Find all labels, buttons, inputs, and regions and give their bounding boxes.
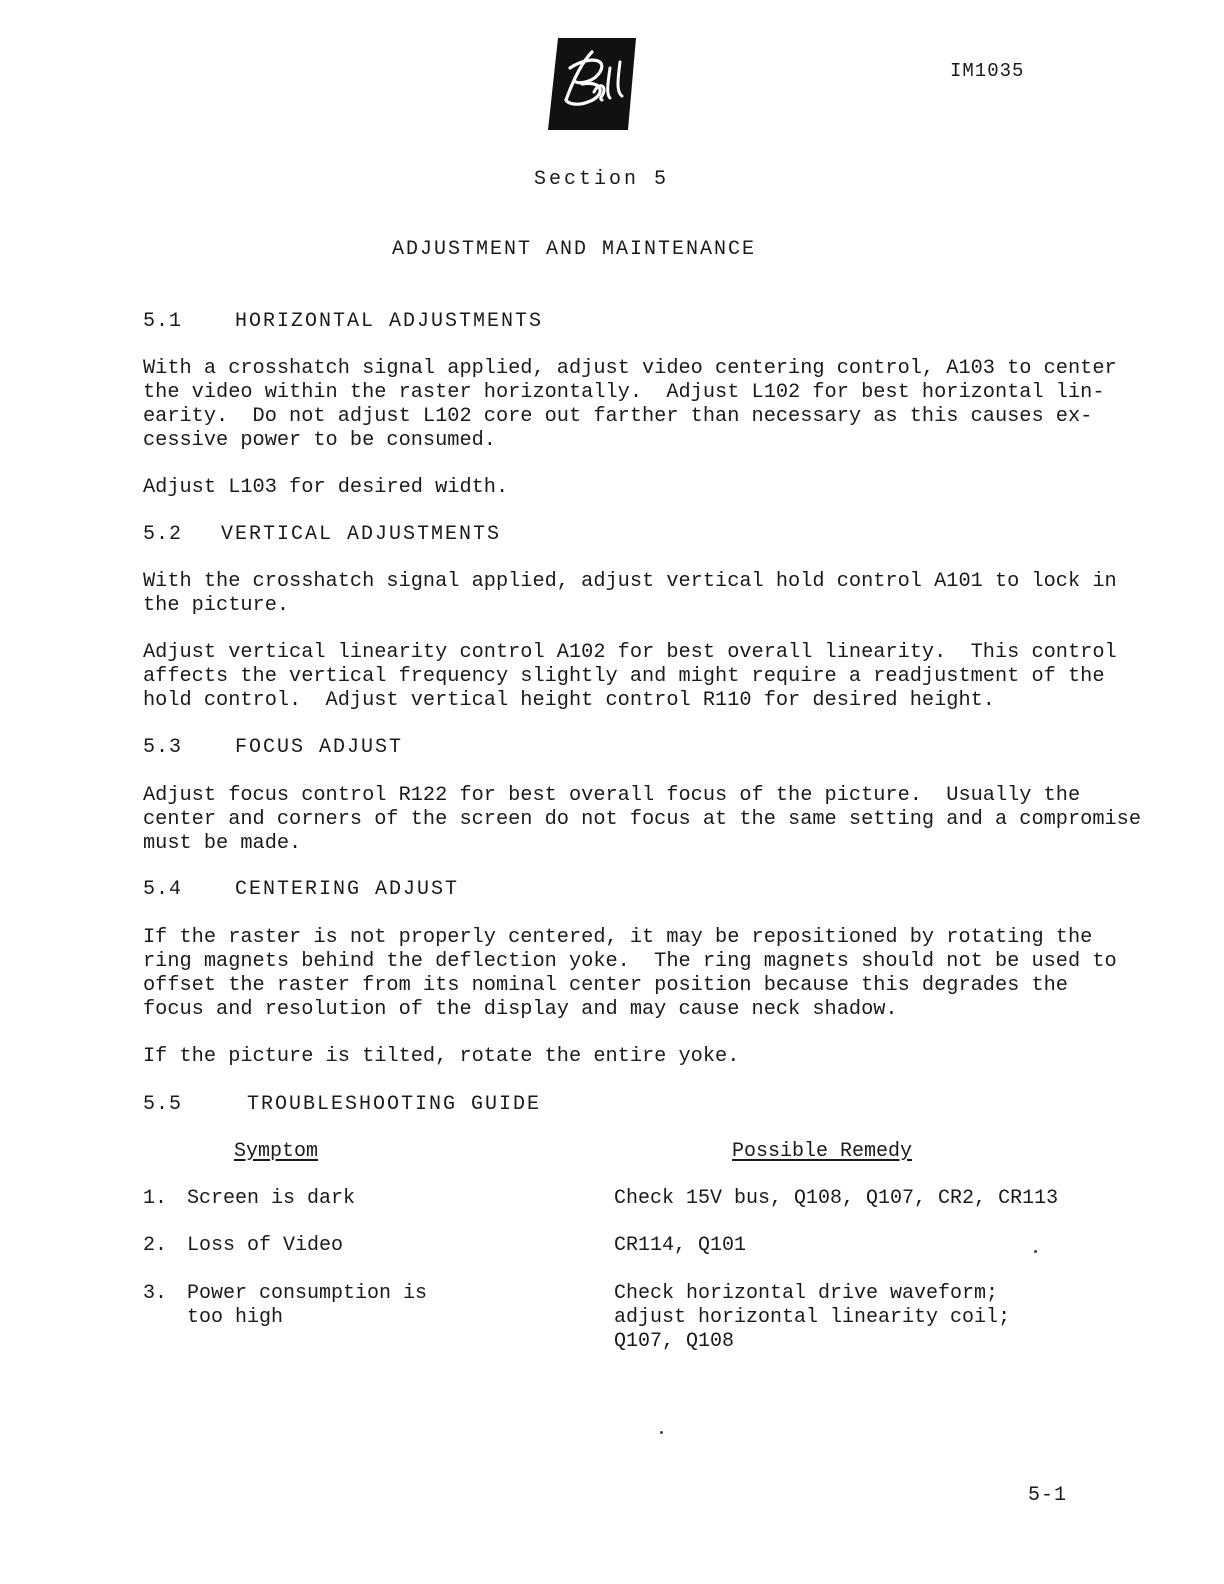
subsection-heading-5-1 — [143, 310, 543, 333]
paragraph: With the crosshatch signal applied, adjust vertical hold control A101 to lock in the picture. — [143, 570, 1117, 617]
remedy-text: Check horizontal drive waveform; adjust horizontal linearity coil; Q107, Q108 — [614, 1282, 1011, 1353]
row-number: 1. — [143, 1187, 168, 1210]
subsection-heading-5-5 — [143, 1093, 541, 1116]
subsection-heading-5-3 — [143, 736, 403, 759]
symptom-text: Power consumption is too high — [187, 1282, 428, 1329]
remedy-text: Check 15V bus, Q108, Q107, CR2, CR113 — [614, 1187, 1059, 1210]
paragraph: Adjust focus control R122 for best overall focus of the picture. Usually the center and corners of the screen do not focus at the same setting and a compromise must be made. — [143, 784, 1141, 855]
subsection-number: 5.4 — [143, 878, 183, 901]
subsection-number: 5.2 — [143, 523, 183, 546]
subsection-heading-5-2 — [143, 523, 501, 546]
remedy-text: CR114, Q101 — [614, 1234, 747, 1257]
row-number: 2. — [143, 1234, 168, 1257]
subsection-title: HORIZONTAL ADJUSTMENTS — [235, 310, 544, 333]
symptom-text: Loss of Video — [187, 1234, 344, 1257]
remedy-column-header: Possible Remedy — [732, 1140, 913, 1163]
subsection-heading-5-4 — [143, 878, 459, 901]
symptom-column-header: Symptom — [234, 1140, 319, 1163]
subsection-number: 5.3 — [143, 736, 183, 759]
section-number: Section 5 — [534, 168, 670, 191]
paragraph: With a crosshatch signal applied, adjust video centering control, A103 to center the video within the raster horizontally. Adjust L102 for best horizontal lin- earity. Do not adjust L102 core out farther than necessary as this causes ex- cessive power to be consumed. — [143, 357, 1117, 452]
paragraph: If the raster is not properly centered, it may be repositioned by rotating the ring magnets behind the deflection yoke. The ring magnets should not be used to offset the raster from its nominal center position because this degrades the focus and resolution of the display and may cause neck shadow. — [143, 926, 1117, 1021]
symptom-text: Screen is dark — [187, 1187, 356, 1210]
section-title: ADJUSTMENT AND MAINTENANCE — [392, 238, 757, 261]
document-id: IM1035 — [950, 60, 1025, 82]
subsection-title: CENTERING ADJUST — [235, 878, 460, 901]
paragraph: Adjust vertical linearity control A102 for best overall linearity. This control affects the vertical frequency slightly and might require a readjustment of the hold control. Adjust vertical height control R110 for desired height. — [143, 641, 1117, 712]
scan-speck — [1034, 1250, 1037, 1253]
subsection-title: VERTICAL ADJUSTMENTS — [221, 523, 502, 546]
ball-logo — [548, 38, 636, 130]
paragraph: If the picture is tilted, rotate the entire yoke. — [143, 1045, 740, 1068]
subsection-title: TROUBLESHOOTING GUIDE — [247, 1093, 542, 1116]
scan-speck — [660, 1431, 663, 1434]
subsection-title: FOCUS ADJUST — [235, 736, 404, 759]
subsection-number: 5.5 — [143, 1093, 183, 1116]
row-number: 3. — [143, 1282, 168, 1305]
subsection-number: 5.1 — [143, 310, 183, 333]
page-number: 5-1 — [1028, 1484, 1068, 1507]
paragraph: Adjust L103 for desired width. — [143, 476, 509, 499]
